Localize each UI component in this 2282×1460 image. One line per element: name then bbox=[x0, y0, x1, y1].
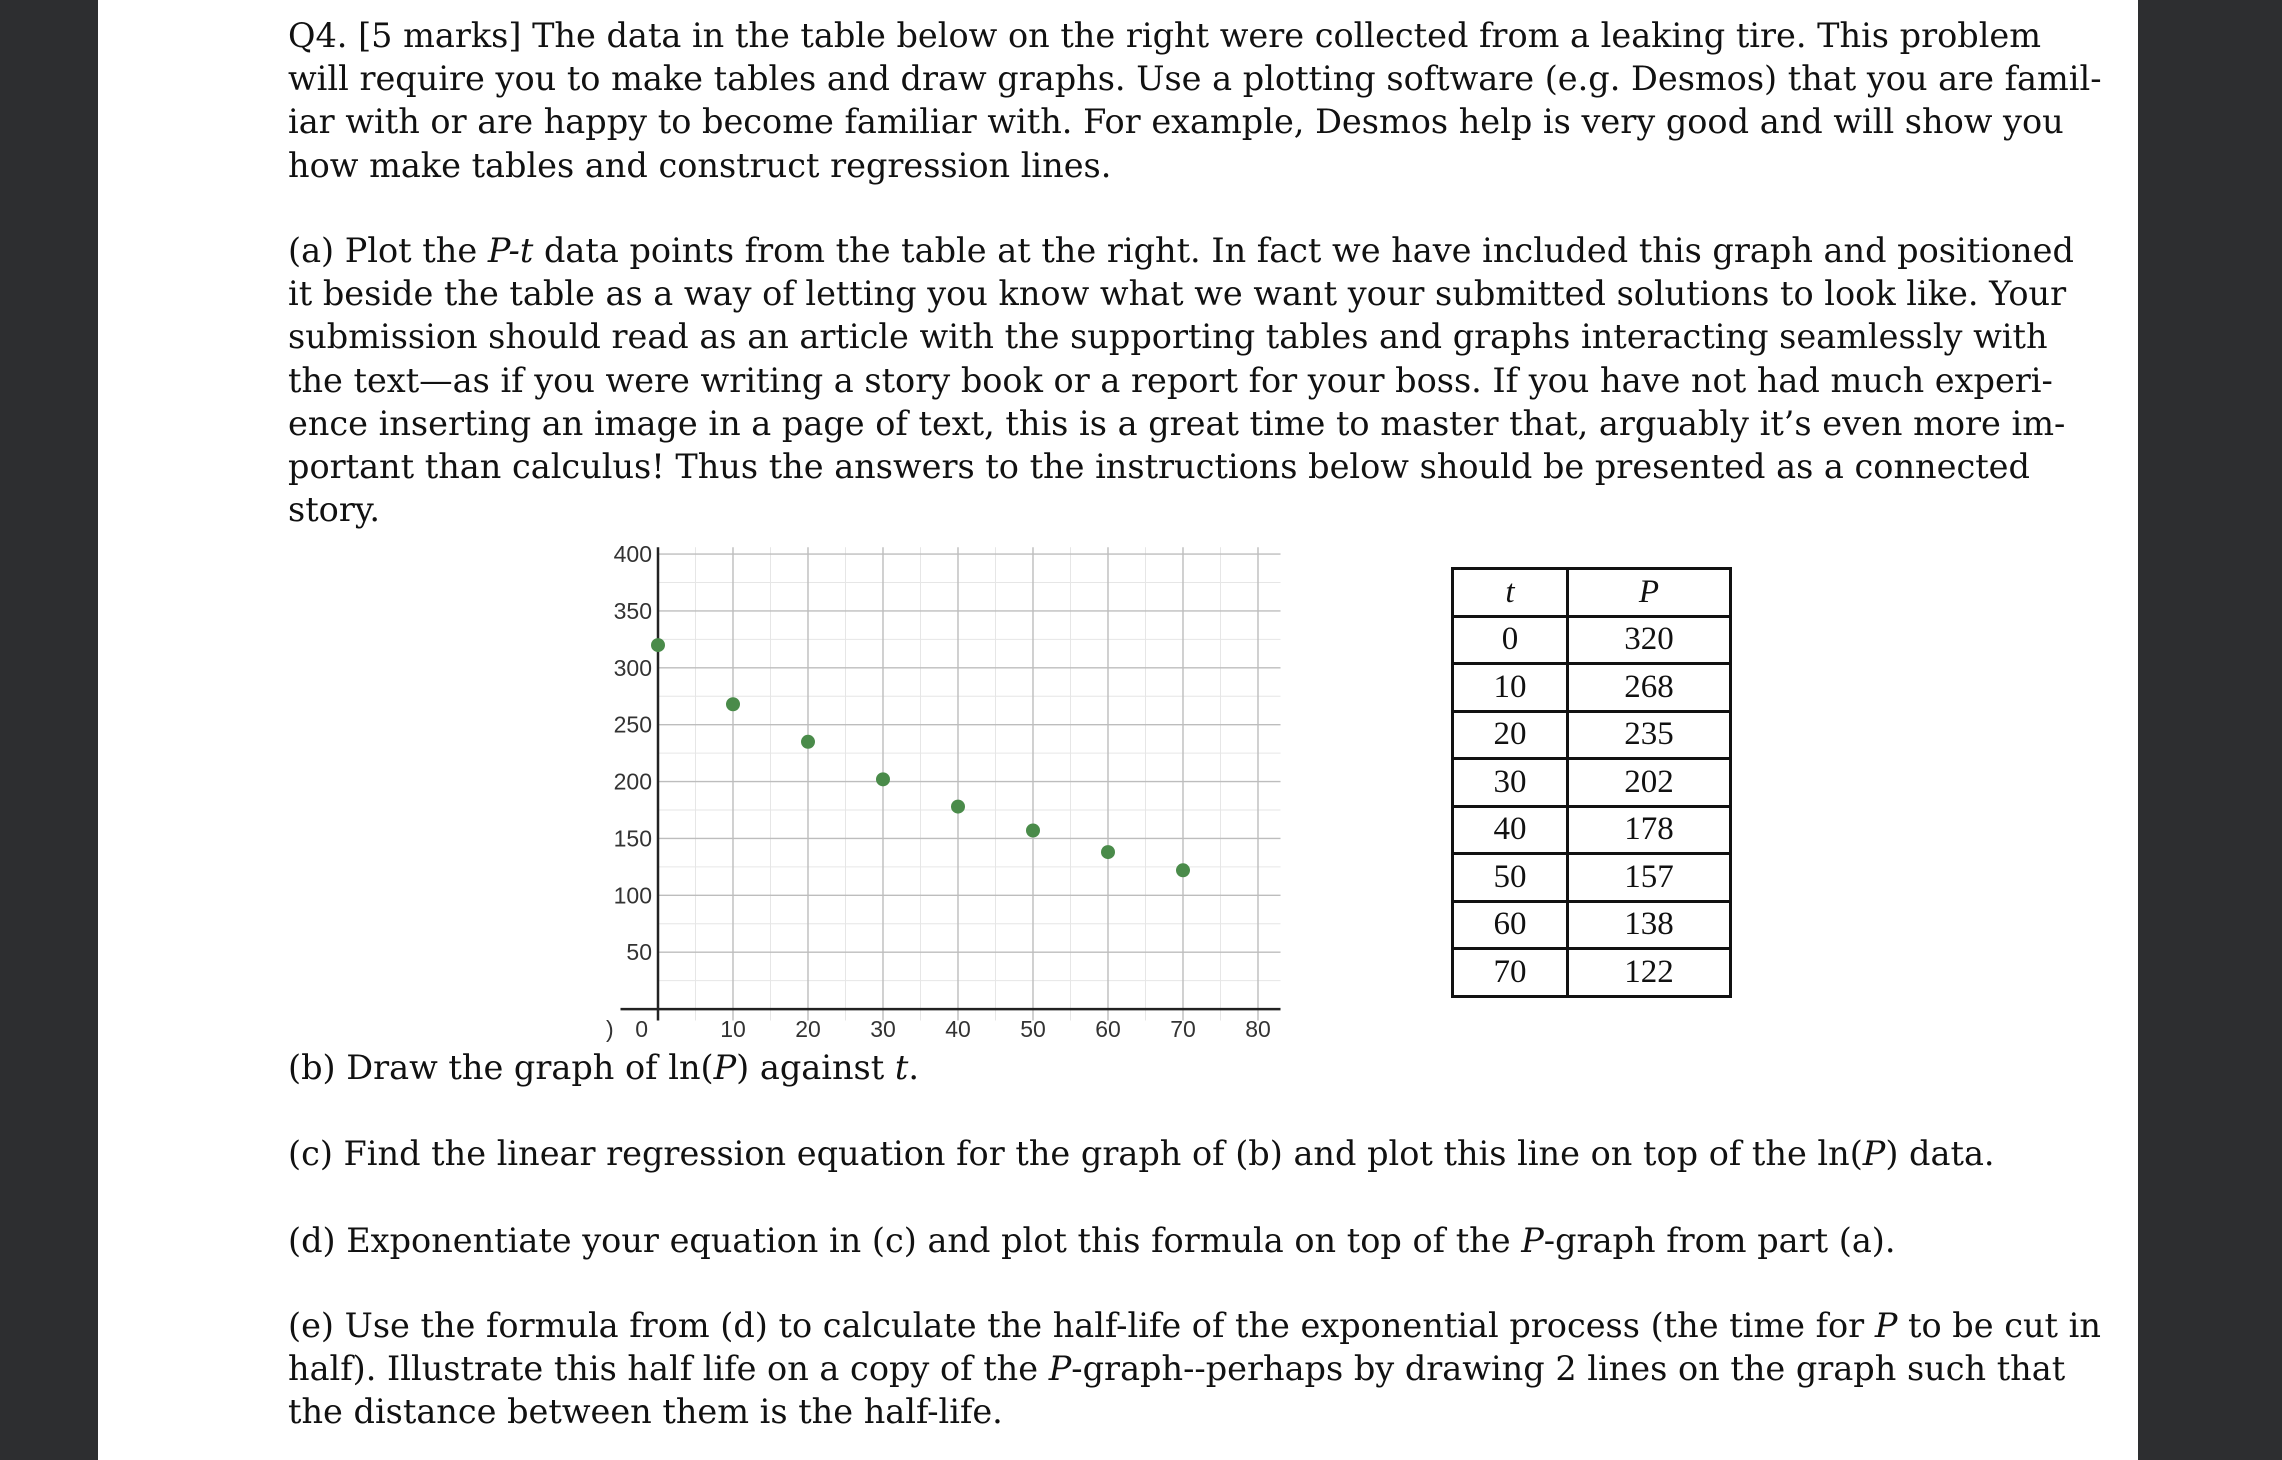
part-b-text: (b) Draw the graph of ln(P) against t. bbox=[288, 1048, 919, 1087]
axis-edge-label: ) bbox=[606, 1016, 614, 1043]
table-cell-t: 20 bbox=[1453, 711, 1568, 759]
part-d-text: (d) Exponentiate your equation in (c) and plot this formula on top of the P-graph from part (a). bbox=[288, 1221, 1896, 1260]
table-row bbox=[1453, 806, 1731, 854]
x-tick-label: 50 bbox=[1020, 1016, 1046, 1043]
table-cell-t: 70 bbox=[1453, 949, 1568, 997]
pressure-time-table bbox=[1451, 567, 1732, 998]
part-a-line: ence inserting an image in a page of text, this is a great time to master that, arguably it’s even more im- bbox=[288, 403, 2066, 443]
table-cell-t: 60 bbox=[1453, 901, 1568, 949]
table-row bbox=[1453, 616, 1731, 664]
table-header-row bbox=[1453, 569, 1731, 617]
part-a-line: it beside the table as a way of letting you know what we want your submitted solutions to look like. Your bbox=[288, 274, 2067, 314]
table-row bbox=[1453, 711, 1731, 759]
table-cell-p: 122 bbox=[1568, 949, 1731, 997]
y-tick-label: 300 bbox=[613, 654, 652, 681]
part-a-line: (a) Plot the P-t data points from the table at the right. In fact we have included this graph and positioned bbox=[288, 231, 2074, 270]
table-cell-t: 50 bbox=[1453, 854, 1568, 902]
pressure-time-scatter-chart bbox=[598, 541, 1288, 1043]
y-tick-label: 100 bbox=[613, 882, 652, 909]
table-cell-p: 320 bbox=[1568, 616, 1731, 664]
data-point bbox=[876, 772, 890, 786]
data-point bbox=[726, 697, 740, 711]
x-tick-label: 80 bbox=[1245, 1016, 1271, 1043]
part-a-text bbox=[288, 229, 2074, 531]
table-cell-t: 0 bbox=[1453, 616, 1568, 664]
table-cell-t: 10 bbox=[1453, 664, 1568, 712]
y-tick-label: 350 bbox=[613, 597, 652, 624]
intro-line: iar with or are happy to become familiar with. For example, Desmos help is very good and will show you bbox=[288, 102, 2064, 142]
part-a-line: story. bbox=[288, 490, 380, 530]
table-cell-p: 235 bbox=[1568, 711, 1731, 759]
column-header-p: P bbox=[1568, 569, 1731, 617]
part-a-line: portant than calculus! Thus the answers to the instructions below should be presented as a connected bbox=[288, 447, 2030, 487]
y-tick-label: 150 bbox=[613, 825, 652, 852]
origin-label: 0 bbox=[635, 1016, 648, 1043]
x-tick-label: 20 bbox=[795, 1016, 821, 1043]
data-point bbox=[1026, 823, 1040, 837]
x-tick-label: 40 bbox=[945, 1016, 971, 1043]
x-tick-label: 10 bbox=[720, 1016, 746, 1043]
table-row bbox=[1453, 854, 1731, 902]
question-intro bbox=[288, 14, 2102, 187]
data-point bbox=[651, 638, 665, 652]
part-e-line: the distance between them is the half-life. bbox=[288, 1392, 1003, 1432]
table-cell-p: 202 bbox=[1568, 759, 1731, 807]
document-page bbox=[98, 0, 2138, 1460]
part-e-line: (e) Use the formula from (d) to calculate the half-life of the exponential process (the time for P to be cut in bbox=[288, 1306, 2101, 1345]
intro-line: Q4. [5 marks] The data in the table below on the right were collected from a leaking tire. This problem bbox=[288, 16, 2042, 55]
table-row bbox=[1453, 901, 1731, 949]
x-tick-label: 70 bbox=[1170, 1016, 1196, 1043]
data-point bbox=[801, 735, 815, 749]
x-tick-label: 60 bbox=[1095, 1016, 1121, 1043]
data-point bbox=[951, 800, 965, 814]
x-tick-label: 30 bbox=[870, 1016, 896, 1043]
data-point bbox=[1101, 845, 1115, 859]
part-a-line: submission should read as an article with the supporting tables and graphs interacting seamlessly with bbox=[288, 317, 2048, 357]
y-tick-label: 200 bbox=[613, 768, 652, 795]
y-tick-label: 50 bbox=[626, 939, 652, 966]
column-header-t: t bbox=[1453, 569, 1568, 617]
table-cell-t: 30 bbox=[1453, 759, 1568, 807]
part-a-line: the text—as if you were writing a story book or a report for your boss. If you have not had much experi- bbox=[288, 360, 2053, 400]
table-cell-p: 157 bbox=[1568, 854, 1731, 902]
table-cell-p: 138 bbox=[1568, 901, 1731, 949]
table-row bbox=[1453, 949, 1731, 997]
y-tick-label: 250 bbox=[613, 711, 652, 738]
intro-line: will require you to make tables and draw graphs. Use a plotting software (e.g. Desmos) that you are famil- bbox=[288, 59, 2102, 99]
intro-line: how make tables and construct regression lines. bbox=[288, 145, 1112, 185]
y-tick-label: 400 bbox=[613, 541, 652, 568]
part-e-line: half). Illustrate this half life on a copy of the P-graph--perhaps by drawing 2 lines on the graph such that bbox=[288, 1349, 2066, 1389]
table-cell-p: 268 bbox=[1568, 664, 1731, 712]
table-row bbox=[1453, 664, 1731, 712]
data-point bbox=[1176, 863, 1190, 877]
table-row bbox=[1453, 759, 1731, 807]
table-cell-p: 178 bbox=[1568, 806, 1731, 854]
part-c-text: (c) Find the linear regression equation for the graph of (b) and plot this line on top of the ln(P) data. bbox=[288, 1134, 1995, 1173]
part-e-text bbox=[288, 1304, 2101, 1434]
table-cell-t: 40 bbox=[1453, 806, 1568, 854]
